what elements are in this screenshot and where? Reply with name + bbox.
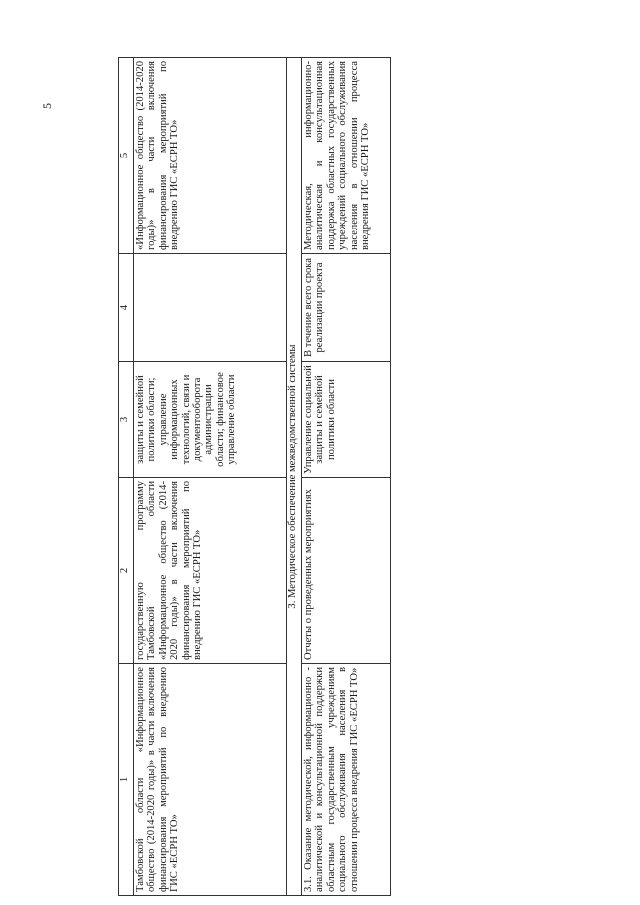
page-number: 5 bbox=[40, 103, 54, 109]
table-header-row bbox=[119, 58, 134, 896]
row2-responsible: Управление социальной защиты и семейной политики области bbox=[302, 362, 391, 478]
table-row bbox=[302, 58, 391, 896]
row1-deadline bbox=[134, 254, 287, 362]
table-row bbox=[134, 58, 287, 896]
section-row bbox=[287, 58, 302, 896]
rotated-table-container bbox=[118, 58, 376, 896]
section-title: 3. Методическое обеспечение межведомственной системы bbox=[287, 58, 302, 896]
header-cell-4: 4 bbox=[119, 254, 134, 362]
row1-outcome: «Информационное общество (2014-2020 годы)» в части включения финансирования мероприятий по внедрению ГИС «ЕСРН ТО» bbox=[134, 58, 287, 254]
row2-outcome: Методическая, информационно-аналитическая и консультационная поддержка областных государственных учреждений социального обслуживания населения в отношении процесса внедрения ГИС «ЕСРН ТО» bbox=[302, 58, 391, 254]
row2-measure: 3.1. Оказание методической, информационно - аналитической и консультационной поддержки областным государственным учреждениям социального обслуживания населения в отношении процесса внедрения ГИС «ЕСРН ТО» bbox=[302, 664, 391, 896]
header-cell-1: 1 bbox=[119, 664, 134, 896]
row2-result: Отчеты о проведенных мероприятиях bbox=[302, 478, 391, 664]
header-cell-2: 2 bbox=[119, 478, 134, 664]
row1-measure: Тамбовской области «Информационное общество (2014-2020 годы)» в части включения финансирования мероприятий по внедрению ГИС «ЕСРН ТО» bbox=[134, 664, 287, 896]
row2-deadline: В течение всего срока реализации проекта bbox=[302, 254, 391, 362]
measures-table bbox=[118, 57, 391, 896]
row1-result: государственную программу Тамбовской области «Информационное общество (2014-2020 годы)» в части включения финансирования мероприятий по внедрению ГИС «ЕСРН ТО» bbox=[134, 478, 287, 664]
header-cell-5: 5 bbox=[119, 58, 134, 254]
row1-responsible: защиты и семейной политики области; управление информационных технологий, связи и документооборота администрации области; финансовое управление области bbox=[134, 362, 287, 478]
header-cell-3: 3 bbox=[119, 362, 134, 478]
